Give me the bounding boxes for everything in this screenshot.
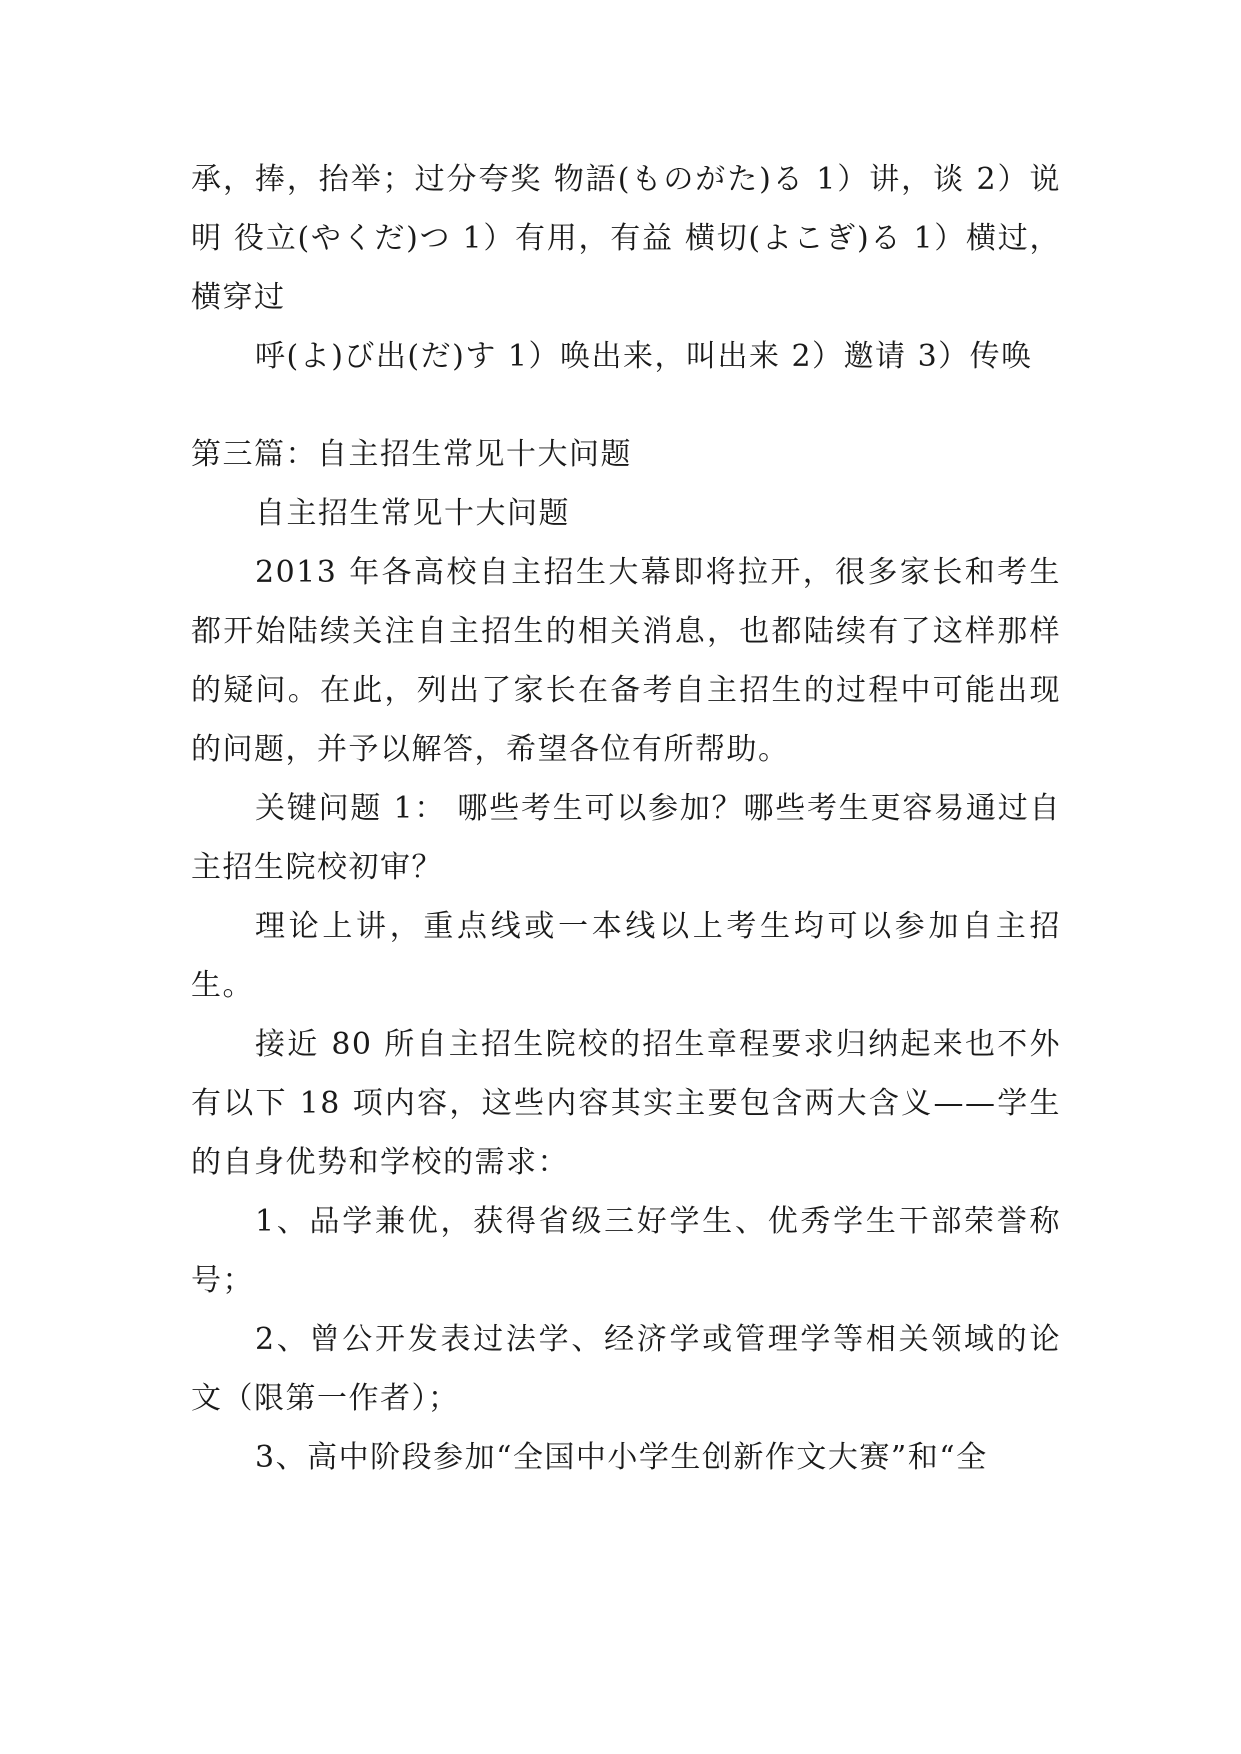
answer-paragraph-2: 接近 80 所自主招生院校的招生章程要求归纳起来也不外有以下 18 项内容，这些内容其实主要包含两大含义——学生的自身优势和学校的需求： xyxy=(191,1027,1061,1180)
requirement-item-1: 1、品学兼优，获得省级三好学生、优秀学生干部荣誉称号； xyxy=(191,1204,1061,1298)
article-title: 自主招生常见十大问题 xyxy=(255,496,570,531)
intro-paragraph: 2013 年各高校自主招生大幕即将拉开，很多家长和考生都开始陆续关注自主招生的相关消息，也都陆续有了这样那样的疑问。在此，列出了家长在备考自主招生的过程中可能出现的问题，并予以解答，希望各位有所帮助。 xyxy=(191,555,1061,767)
section-spacer xyxy=(191,386,1061,425)
vocabulary-paragraph-2: 呼(よ)び出(だ)す 1）唤出来，叫出来 2）邀请 3）传唤 xyxy=(255,339,1033,374)
answer-paragraph-1: 理论上讲，重点线或一本线以上考生均可以参加自主招生。 xyxy=(191,909,1061,1003)
requirement-item-3: 3、高中阶段参加“全国中小学生创新作文大赛”和“全 xyxy=(255,1440,988,1475)
requirement-item-2: 2、曾公开发表过法学、经济学或管理学等相关领域的论文（限第一作者）； xyxy=(191,1322,1061,1416)
document-body xyxy=(191,150,1061,1487)
vocabulary-paragraph-1: 承，捧，抬举；过分夸奖 物語(ものがた)る 1）讲，谈 2）说明 役立(やくだ)つ 1）有用，有益 横切(よこぎ)る 1）横过，横穿过 xyxy=(191,162,1061,315)
question-1: 关键问题 1： 哪些考生可以参加？哪些考生更容易通过自主招生院校初审？ xyxy=(191,791,1061,885)
section-heading: 第三篇：自主招生常见十大问题 xyxy=(191,437,632,472)
